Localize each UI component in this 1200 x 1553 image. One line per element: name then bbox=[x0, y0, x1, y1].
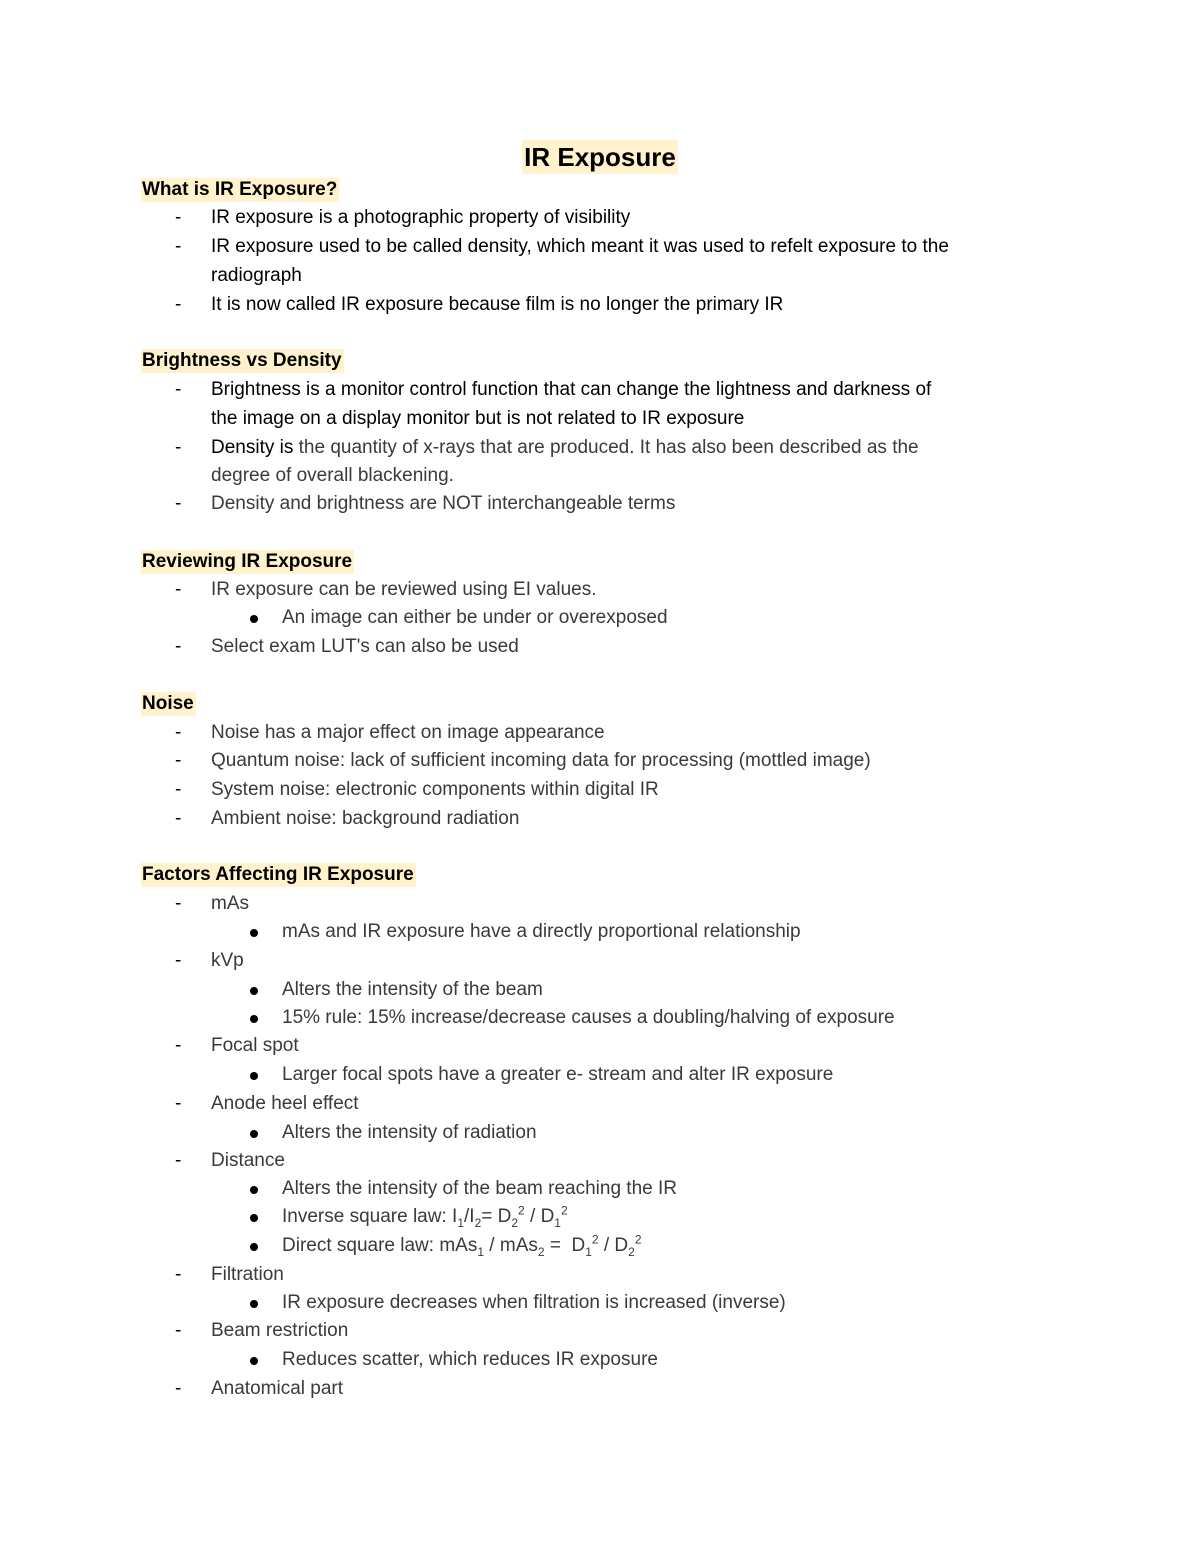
sub-list-item: IR exposure decreases when filtration is increased (inverse) bbox=[282, 1292, 786, 1313]
list-item: IR exposure is a photographic property of visibility bbox=[211, 207, 631, 228]
dash-marker: - bbox=[175, 1150, 182, 1171]
list-item: IR exposure used to be called density, which meant it was used to refelt exposure to the bbox=[211, 236, 949, 257]
dash-marker: - bbox=[175, 779, 182, 800]
sub-list-item: 15% rule: 15% increase/decrease causes a doubling/halving of exposure bbox=[282, 1007, 895, 1028]
bullet-marker bbox=[250, 1357, 258, 1365]
list-item-continuation: degree of overall blackening. bbox=[211, 465, 454, 486]
dash-marker: - bbox=[175, 1093, 182, 1114]
direct-square-law: Direct square law: $mAs_1 / mAs_2 = D_1^2 / D_2^2$ bbox=[282, 1232, 642, 1259]
sub-list-item: Reduces scatter, which reduces IR exposure bbox=[282, 1349, 658, 1370]
list-item: Anode heel effect bbox=[211, 1093, 359, 1114]
dash-marker: - bbox=[175, 893, 182, 914]
density-definition: the quantity of x-rays that are produced. It has also been described as the bbox=[298, 437, 919, 458]
list-item: Distance bbox=[211, 1150, 285, 1171]
list-item: IR exposure can be reviewed using EI values. bbox=[211, 579, 597, 600]
section-heading-reviewing: Reviewing IR Exposure bbox=[142, 551, 353, 572]
sub-list-item: Alters the intensity of the beam bbox=[282, 979, 543, 1000]
dash-marker: - bbox=[175, 437, 182, 458]
bullet-marker bbox=[250, 1243, 258, 1251]
inverse-square-law: Inverse square law: $I_1/I_2= D_2^2 / D_1^2$ bbox=[282, 1203, 568, 1230]
dash-marker: - bbox=[175, 808, 182, 829]
list-item: Select exam LUT's can also be used bbox=[211, 636, 519, 657]
bullet-marker bbox=[250, 1015, 258, 1023]
bullet-marker bbox=[250, 1300, 258, 1308]
list-item: kVp bbox=[211, 950, 244, 971]
list-item: Noise has a major effect on image appearance bbox=[211, 722, 605, 743]
dash-marker: - bbox=[175, 722, 182, 743]
list-item: Density and brightness are NOT interchangeable terms bbox=[211, 493, 676, 514]
list-item: Ambient noise: background radiation bbox=[211, 808, 520, 829]
bullet-marker bbox=[250, 1214, 258, 1222]
sub-list-item: Alters the intensity of radiation bbox=[282, 1122, 537, 1143]
list-item-continuation: radiograph bbox=[211, 265, 302, 286]
list-item: It is now called IR exposure because film is no longer the primary IR bbox=[211, 294, 784, 315]
bullet-marker bbox=[250, 615, 258, 623]
dash-marker: - bbox=[175, 950, 182, 971]
list-item: Filtration bbox=[211, 1264, 284, 1285]
bullet-marker bbox=[250, 1186, 258, 1194]
dash-marker: - bbox=[175, 1264, 182, 1285]
bullet-marker bbox=[250, 1072, 258, 1080]
list-item: Brightness is a monitor control function that can change the lightness and darkness of bbox=[211, 379, 932, 400]
sub-list-item: Larger focal spots have a greater e- stream and alter IR exposure bbox=[282, 1064, 834, 1085]
section-heading-brightness: Brightness vs Density bbox=[142, 350, 342, 371]
section-heading-noise: Noise bbox=[142, 693, 194, 714]
dash-marker: - bbox=[175, 1320, 182, 1341]
sub-list-item: mAs and IR exposure have a directly proportional relationship bbox=[282, 921, 801, 942]
list-item: System noise: electronic components within digital IR bbox=[211, 779, 659, 800]
page-title: IR Exposure bbox=[524, 142, 676, 172]
list-item: Anatomical part bbox=[211, 1378, 344, 1399]
list-item bbox=[211, 436, 919, 460]
sub-list-item: An image can either be under or overexposed bbox=[282, 607, 668, 628]
bullet-marker bbox=[250, 929, 258, 937]
dash-marker: - bbox=[175, 493, 182, 514]
section-heading-what: What is IR Exposure? bbox=[142, 179, 338, 200]
bullet-marker bbox=[250, 987, 258, 995]
dash-marker: - bbox=[175, 1035, 182, 1056]
list-item: Beam restriction bbox=[211, 1320, 349, 1341]
list-item: Focal spot bbox=[211, 1035, 299, 1056]
dash-marker: - bbox=[175, 636, 182, 657]
density-term: Density is bbox=[211, 437, 299, 458]
list-item: Quantum noise: lack of sufficient incoming data for processing (mottled image) bbox=[211, 750, 871, 771]
dash-marker: - bbox=[175, 379, 182, 400]
dash-marker: - bbox=[175, 579, 182, 600]
dash-marker: - bbox=[175, 1378, 182, 1399]
dash-marker: - bbox=[175, 207, 182, 228]
section-heading-factors: Factors Affecting IR Exposure bbox=[142, 864, 414, 885]
dash-marker: - bbox=[175, 236, 182, 257]
sub-list-item: Alters the intensity of the beam reaching the IR bbox=[282, 1178, 677, 1199]
dash-marker: - bbox=[175, 750, 182, 771]
bullet-marker bbox=[250, 1130, 258, 1138]
list-item-continuation: the image on a display monitor but is not related to IR exposure bbox=[211, 408, 745, 429]
dash-marker: - bbox=[175, 294, 182, 315]
list-item: mAs bbox=[211, 893, 249, 914]
